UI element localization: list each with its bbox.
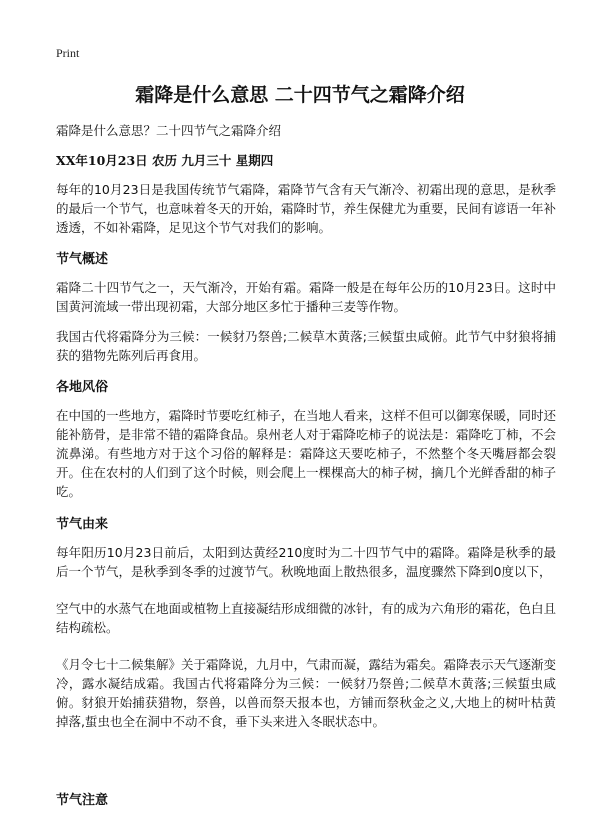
overview-paragraph-1: 霜降二十四节气之一，天气渐冷，开始有霜。霜降一般是在每年公历的10月23日。这时中国黄河流域一带出现初霜，大部分地区多忙于播种三麦等作物。 xyxy=(56,280,556,314)
origin-paragraph-2: 空气中的水蒸气在地面或植物上直接凝结形成细微的冰针，有的成为六角形的霜花，色白且结构疏松。 xyxy=(56,601,557,635)
section-heading-customs: 各地风俗 xyxy=(56,380,109,395)
section-heading-overview: 节气概述 xyxy=(56,252,109,267)
section-heading-notes: 节气注意 xyxy=(56,793,109,808)
intro-paragraph: 每年的10月23日是我国传统节气霜降，霜降节气含有天气渐冷、初霜出现的意思，是秋季的最后一个节气，也意味着冬天的开始，霜降时节，养生保健尤为重要，民间有谚语一年补透透，不如补霜降，足见这个节气对我们的影响。 xyxy=(56,182,557,235)
origin-paragraph-3: 《月令七十二候集解》关于霜降说，九月中，气肃而凝，露结为霜矣。霜降表示天气逐渐变冷，露水凝结成霜。我国古代将霜降分为三候：一候豺乃祭兽;二候草木黄落;三候蜇虫咸俯。豺狼开始捕获猎物，祭兽，以兽而祭天报本也，方铺而祭秋金之义,大地上的树叶枯黄掉落,蜇虫也全在洞中不动不食，垂下头来进入冬眠状态中。 xyxy=(56,657,557,729)
print-link[interactable]: Print xyxy=(56,46,80,60)
section-heading-origin: 节气由来 xyxy=(56,517,109,532)
subtitle: 霜降是什么意思？二十四节气之霜降介绍 xyxy=(56,123,282,138)
customs-paragraph: 在中国的一些地方，霜降时节要吃红柿子，在当地人看来，这样不但可以御寒保暖，同时还能补筋骨，是非常不错的霜降食品。泉州老人对于霜降吃柿子的说法是：霜降吃丁柿，不会流鼻涕。有些地方对于这个习俗的解释是：霜降这天要吃柿子，不然整个冬天嘴唇都会裂开。住在农村的人们到了这个时候，则会爬上一棵棵高大的柿子树，摘几个光鲜香甜的柿子吃。 xyxy=(56,408,557,499)
origin-paragraph-1: 每年阳历10月23日前后，太阳到达黄经210度时为二十四节气中的霜降。霜降是秋季的最后一个节气，是秋季到冬季的过渡节气。秋晚地面上散热很多，温度骤然下降到0度以下， xyxy=(56,545,556,579)
dateline: XX年10月23日 农历 九月三十 星期四 xyxy=(56,153,274,168)
overview-paragraph-2: 我国古代将霜降分为三候：一候豺乃祭兽;二候草木黄落;三候蜇虫咸俯。此节气中豺狼将捕获的猎物先陈列后再食用。 xyxy=(56,329,556,363)
page-title: 霜降是什么意思 二十四节气之霜降介绍 xyxy=(135,84,465,106)
